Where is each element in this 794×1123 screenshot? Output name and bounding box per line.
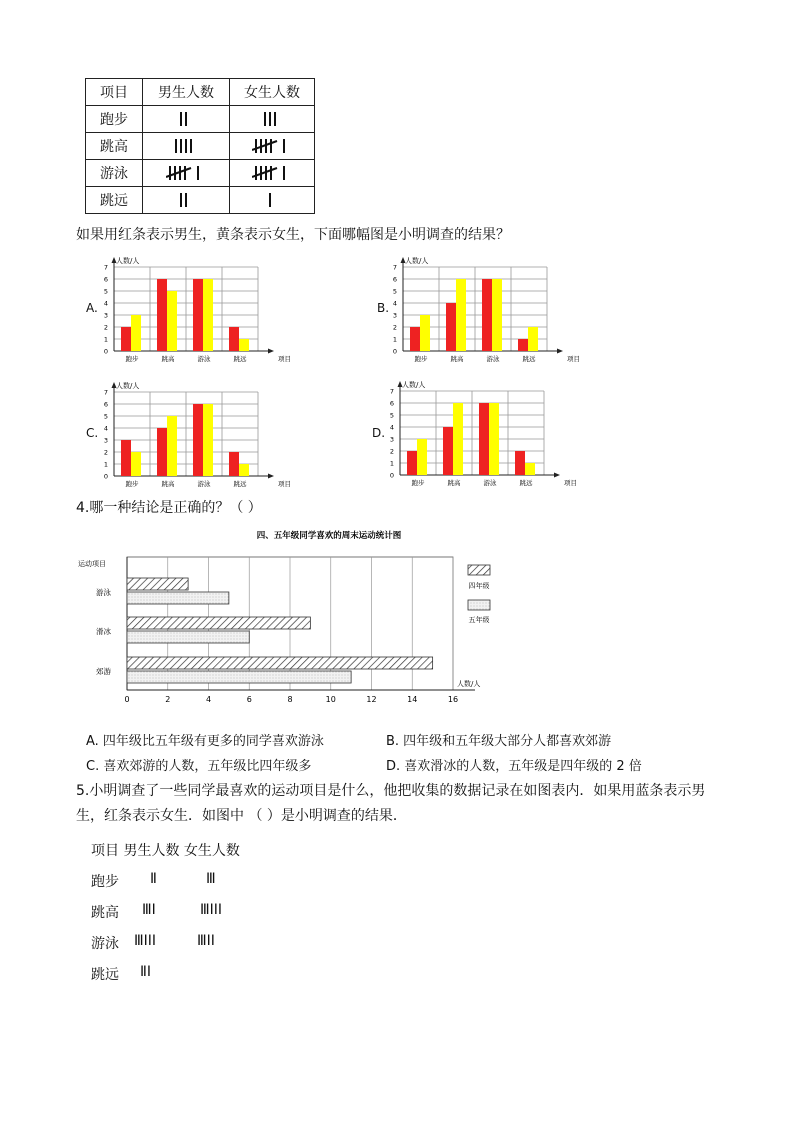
- x-axis-label: 项目: [564, 479, 577, 487]
- bar-girls: [167, 416, 177, 476]
- bar-boys: [229, 452, 239, 476]
- bar-girls: [456, 279, 466, 351]
- bar-grade-5: [127, 671, 351, 683]
- y-tick-label: 6: [103, 275, 108, 284]
- bar-boys: [229, 327, 239, 351]
- x-axis-label: 项目: [278, 355, 291, 363]
- y-tick-label: 3: [389, 435, 394, 444]
- y-tick-label: 4: [103, 299, 108, 308]
- q5-row-item: 游泳: [91, 936, 119, 952]
- x-tick-label: 跑步: [125, 480, 139, 488]
- x-tick-label: 游泳: [486, 355, 500, 363]
- q5-row-boys: ⅡⅠ: [140, 964, 152, 980]
- header-boys: 男生人数: [143, 79, 230, 106]
- x-tick-label: 6: [246, 695, 252, 704]
- bar-boys: [479, 403, 489, 475]
- bar-boys: [518, 339, 528, 351]
- y-tick-label: 4: [389, 423, 394, 432]
- category-label: 游泳: [96, 588, 111, 597]
- option-b-chart: [385, 254, 585, 366]
- tally-row: [86, 187, 315, 214]
- x-tick-label: 4: [205, 695, 212, 704]
- x-tick-label: 游泳: [197, 355, 211, 363]
- y-axis-label: 人数/人: [116, 382, 140, 390]
- q5-row-girls: Ⅲ: [206, 871, 216, 887]
- y-tick-label: 0: [392, 347, 397, 356]
- bar-girls: [420, 315, 430, 351]
- header-item: 项目: [86, 79, 143, 106]
- bar-girls: [417, 439, 427, 475]
- y-tick-label: 2: [389, 447, 394, 456]
- bar-girls: [525, 463, 535, 475]
- q5-row-boys: Ⅱ: [150, 871, 157, 887]
- tally-marks: [166, 163, 207, 183]
- x-tick-label: 跑步: [414, 355, 428, 363]
- legend-label-grade-5: 五年级: [468, 616, 490, 624]
- question-4-stem: 4.哪一种结论是正确的？（ ）: [76, 500, 262, 516]
- question-5-line-1: 5.小明调查了一些同学最喜欢的运动项目是什么，他把收集的数据记录在如图表内．如果用蓝条表示男: [76, 783, 706, 799]
- x-tick-label: 跳远: [233, 355, 247, 363]
- tally-marks-boys: [143, 106, 230, 133]
- bar-grade-4: [127, 578, 188, 590]
- legend-swatch-grade-4: [468, 565, 490, 575]
- bar-boys: [407, 451, 417, 475]
- bar-boys: [515, 451, 525, 475]
- q5-row-item: 跳远: [91, 967, 119, 983]
- x-tick-label: 12: [366, 695, 377, 704]
- x-tick-label: 跑步: [411, 479, 425, 487]
- category-label: 滑冰: [96, 627, 111, 636]
- option-c-chart: [96, 379, 296, 491]
- tally-marks-boys: [143, 133, 230, 160]
- y-tick-label: 7: [392, 263, 397, 272]
- bar-girls: [453, 403, 463, 475]
- y-tick-label: 1: [103, 460, 108, 469]
- bar-boys: [121, 440, 131, 476]
- x-axis-arrow: [557, 349, 563, 354]
- question-5-line-2: 生，红条表示女生．如图中 （ ）是小明调查的结果．: [76, 808, 407, 824]
- y-axis-label: 人数/人: [116, 257, 140, 265]
- bar-girls: [489, 403, 499, 475]
- q5-row-boys: ⅢⅠⅠⅠ: [134, 933, 157, 949]
- y-tick-label: 3: [103, 436, 108, 445]
- tally-marks: [266, 190, 279, 210]
- y-tick-label: 2: [103, 448, 108, 457]
- x-tick-label: 跑步: [125, 355, 139, 363]
- tally-marks: [261, 109, 284, 129]
- y-tick-label: 5: [103, 412, 108, 421]
- tally-marks: [252, 136, 293, 156]
- tally-row: [86, 106, 315, 133]
- x-axis-label: 项目: [278, 480, 291, 488]
- y-tick-label: 7: [103, 388, 108, 397]
- tally-item: 跳高: [86, 133, 143, 160]
- x-tick-label: 跳高: [447, 479, 461, 487]
- y-tick-label: 2: [392, 323, 397, 332]
- tally-marks-boys: [143, 160, 230, 187]
- weekend-sports-chart: [74, 524, 504, 724]
- tally-header-row: [86, 79, 315, 106]
- bar-grade-5: [127, 592, 229, 604]
- x-tick-label: 跳高: [161, 480, 175, 488]
- y-tick-label: 1: [392, 335, 397, 344]
- q5-table-header: 项目 男生人数 女生人数: [91, 843, 240, 859]
- x-axis-arrow: [268, 474, 274, 479]
- tally-item: 游泳: [86, 160, 143, 187]
- y-tick-label: 5: [103, 287, 108, 296]
- option-d-label[interactable]: D.: [372, 426, 386, 440]
- bar-girls: [239, 339, 249, 351]
- tally-marks-girls: [230, 187, 315, 214]
- x-tick-label: 跳高: [161, 355, 175, 363]
- option-b-label[interactable]: B.: [377, 301, 390, 315]
- bar-girls: [203, 404, 213, 476]
- y-tick-label: 2: [103, 323, 108, 332]
- tally-marks: [177, 190, 195, 210]
- y-tick-label: 6: [389, 399, 394, 408]
- option-d-chart: [382, 378, 582, 490]
- option-a-label[interactable]: A.: [86, 301, 98, 315]
- x-axis-arrow: [268, 349, 274, 354]
- tally-marks: [172, 136, 200, 156]
- y-axis-label: 人数/人: [405, 257, 429, 265]
- x-tick-label: 0: [124, 695, 130, 704]
- tally-marks-boys: [143, 187, 230, 214]
- tally-marks-girls: [230, 160, 315, 187]
- y-tick-label: 7: [103, 263, 108, 272]
- y-tick-label: 4: [392, 299, 397, 308]
- bar-girls: [239, 464, 249, 476]
- header-girls: 女生人数: [230, 79, 315, 106]
- x-tick-label: 8: [287, 695, 293, 704]
- bar-boys: [443, 427, 453, 475]
- x-tick-label: 游泳: [483, 479, 497, 487]
- x-axis-label: 项目: [567, 355, 580, 363]
- bar-grade-4: [127, 657, 433, 669]
- y-tick-label: 6: [103, 400, 108, 409]
- bar-boys: [193, 404, 203, 476]
- legend-label-grade-4: 四年级: [468, 582, 490, 590]
- x-tick-label: 跳高: [450, 355, 464, 363]
- bar-boys: [410, 327, 420, 351]
- q5-row-boys: ⅢⅠ: [142, 902, 156, 918]
- y-tick-label: 5: [392, 287, 397, 296]
- bar-girls: [203, 279, 213, 351]
- q5-row-girls: ⅢⅠⅠ: [197, 933, 215, 949]
- y-tick-label: 0: [103, 347, 108, 356]
- x-tick-label: 游泳: [197, 480, 211, 488]
- bar-boys: [193, 279, 203, 351]
- value-axis-label: 人数/人: [457, 680, 481, 688]
- x-tick-label: 跳远: [233, 480, 247, 488]
- x-tick-label: 14: [407, 695, 418, 704]
- y-tick-label: 0: [389, 471, 394, 480]
- question-3-prompt: 如果用红条表示男生，黄条表示女生，下面哪幅图是小明调查的结果？: [76, 227, 510, 243]
- q4-option-b[interactable]: B. 四年级和五年级大部分人都喜欢郊游: [386, 734, 612, 749]
- bar-girls: [131, 315, 141, 351]
- bar-boys: [482, 279, 492, 351]
- bar-boys: [121, 327, 131, 351]
- tally-marks: [252, 163, 293, 183]
- tally-marks-girls: [230, 106, 315, 133]
- y-axis-label: 人数/人: [402, 381, 426, 389]
- y-tick-label: 4: [103, 424, 108, 433]
- y-tick-label: 7: [389, 387, 394, 396]
- bar-girls: [492, 279, 502, 351]
- tally-item: 跑步: [86, 106, 143, 133]
- x-axis-arrow: [554, 473, 560, 478]
- q5-row-item: 跳高: [91, 905, 119, 921]
- y-tick-label: 3: [392, 311, 397, 320]
- bar-boys: [446, 303, 456, 351]
- bar-girls: [528, 327, 538, 351]
- bar-girls: [167, 291, 177, 351]
- category-axis-label: 运动项目: [78, 560, 106, 568]
- tally-item: 跳远: [86, 187, 143, 214]
- bar-boys: [157, 279, 167, 351]
- q4-option-c[interactable]: C. 喜欢郊游的人数，五年级比四年级多: [86, 759, 312, 774]
- bar-boys: [157, 428, 167, 476]
- chart-title: 四、五年级同学喜欢的周末运动统计图: [256, 531, 402, 541]
- q5-row-girls: ⅢⅠⅠⅠ: [200, 902, 223, 918]
- bar-girls: [131, 452, 141, 476]
- tally-row: [86, 160, 315, 187]
- x-tick-label: 跳远: [522, 355, 536, 363]
- bar-grade-4: [127, 617, 310, 629]
- legend-swatch-grade-5: [468, 600, 490, 610]
- y-tick-label: 1: [389, 459, 394, 468]
- q4-option-a[interactable]: A. 四年级比五年级有更多的同学喜欢游泳: [86, 734, 324, 749]
- category-label: 郊游: [96, 667, 111, 676]
- x-tick-label: 16: [447, 695, 459, 704]
- option-c-label[interactable]: C.: [86, 426, 99, 440]
- y-tick-label: 5: [389, 411, 394, 420]
- q5-row-item: 跑步: [91, 874, 119, 890]
- tally-row: [86, 133, 315, 160]
- option-a-chart: [96, 254, 296, 366]
- y-tick-label: 6: [392, 275, 397, 284]
- y-tick-label: 1: [103, 335, 108, 344]
- x-tick-label: 10: [325, 695, 336, 704]
- y-tick-label: 0: [103, 472, 108, 481]
- x-tick-label: 2: [165, 695, 171, 704]
- y-tick-label: 3: [103, 311, 108, 320]
- x-tick-label: 跳远: [519, 479, 533, 487]
- tally-marks: [177, 109, 195, 129]
- tally-marks-girls: [230, 133, 315, 160]
- q4-option-d[interactable]: D. 喜欢滑冰的人数，五年级是四年级的 2 倍: [386, 759, 642, 774]
- bar-grade-5: [127, 631, 249, 643]
- tally-table: [85, 78, 315, 214]
